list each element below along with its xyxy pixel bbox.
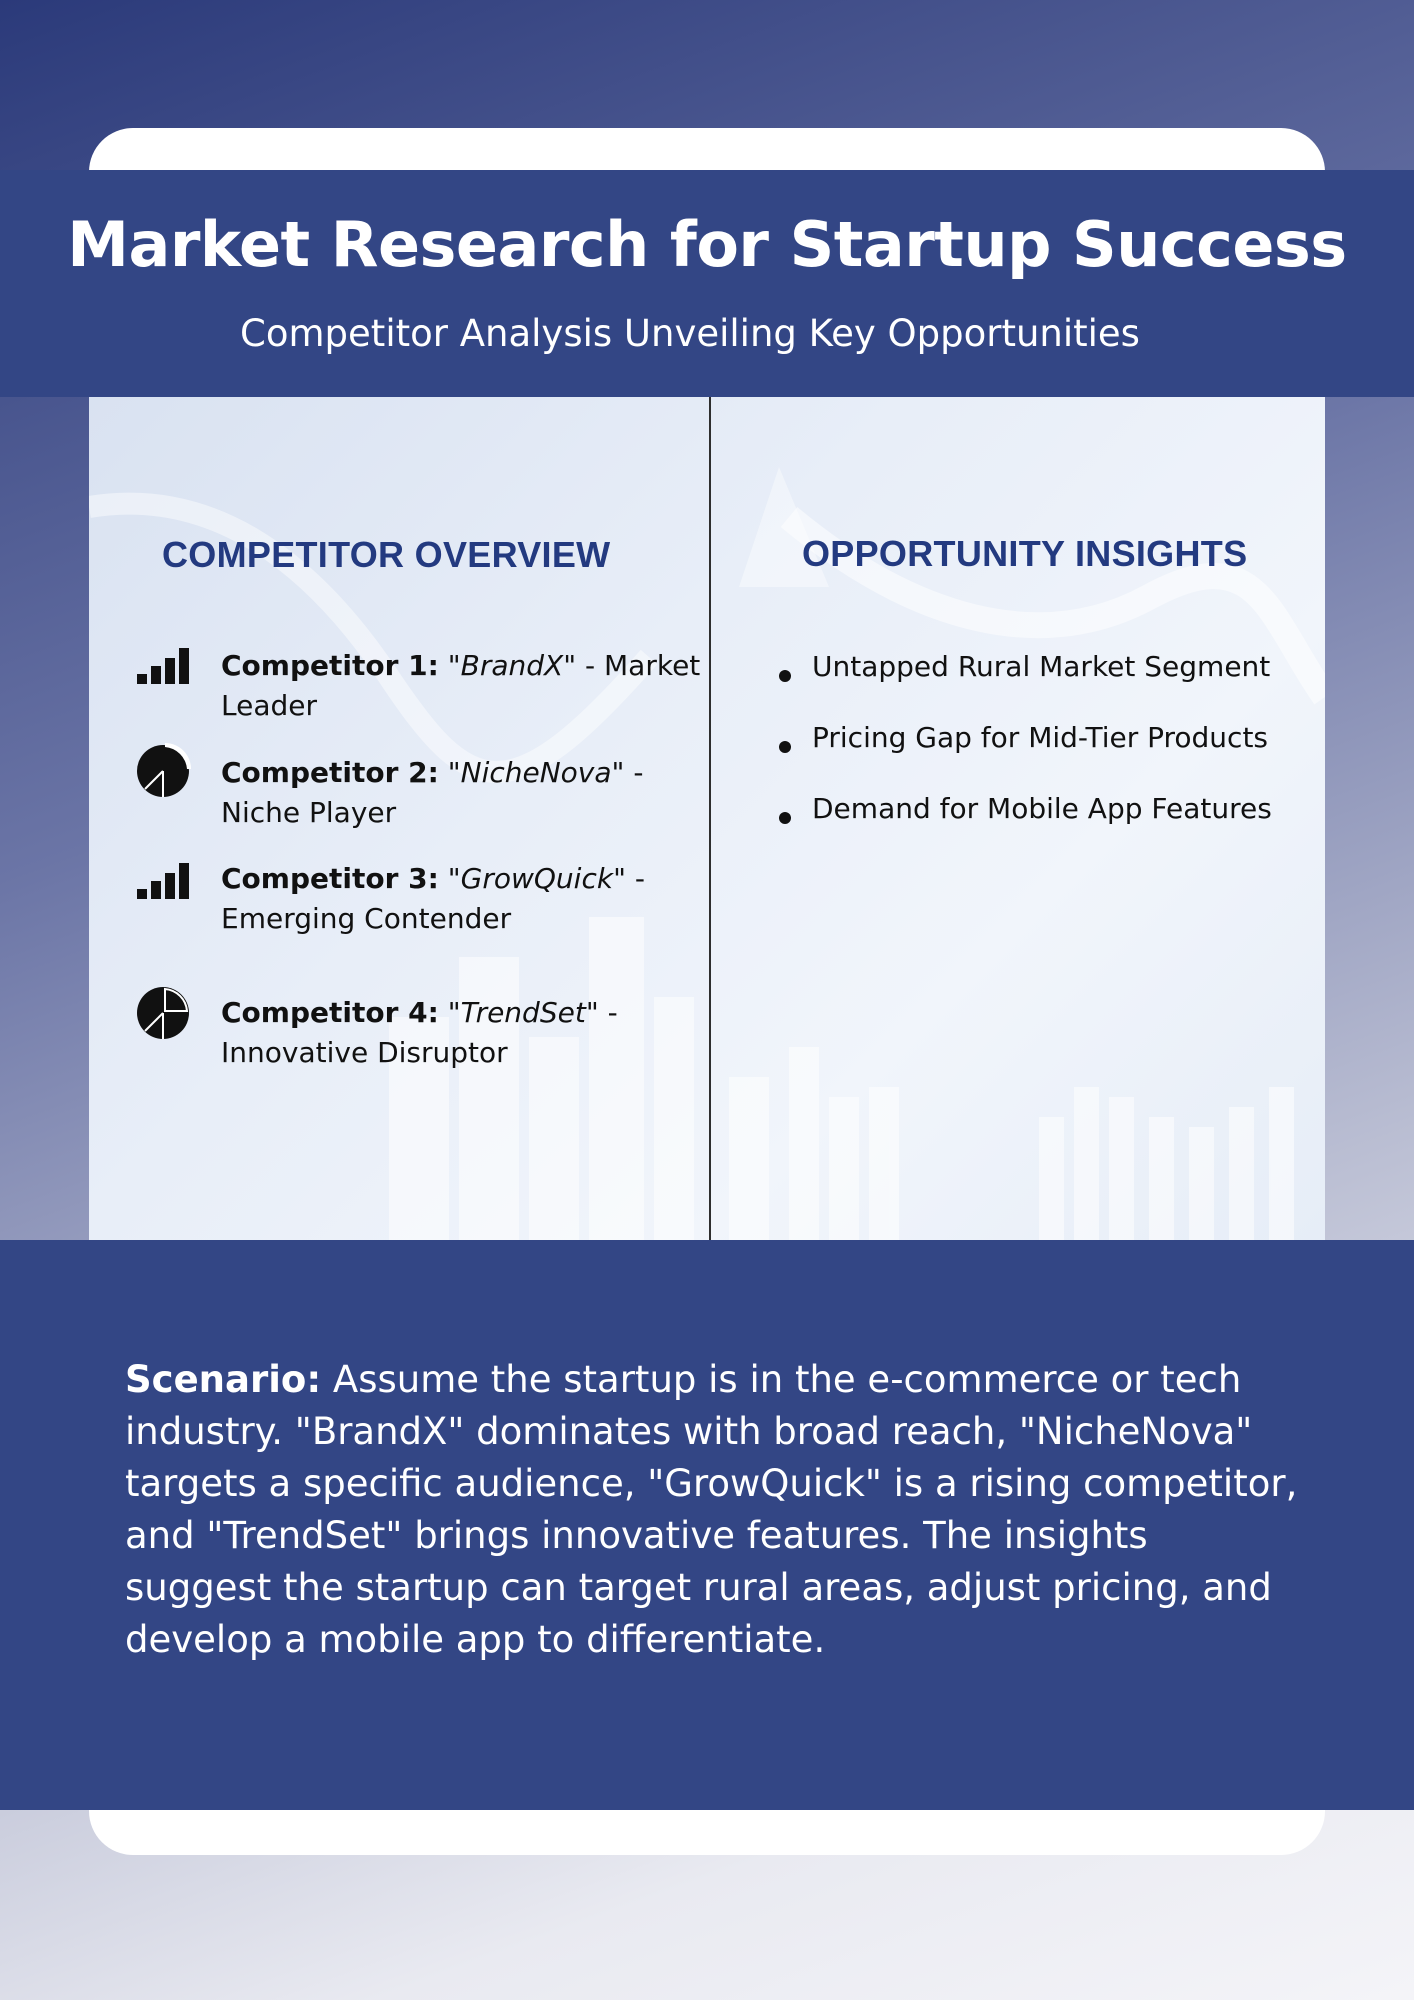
competitor-label: Competitor 1: (221, 649, 439, 682)
competitor-item (221, 753, 701, 833)
quote-mark: " (447, 649, 461, 682)
scenario-label: Scenario: (125, 1358, 322, 1401)
scenario-paragraph (125, 1354, 1305, 1666)
competitor-overview-heading: COMPETITOR OVERVIEW (162, 534, 611, 575)
competitor-name: GrowQuick (460, 862, 614, 895)
insight-item: Demand for Mobile App Features (812, 792, 1272, 825)
quote-mark: " (447, 756, 461, 789)
competitor-name: BrandX (460, 649, 564, 682)
competitor-item (221, 993, 701, 1073)
pie-chart-icon (135, 743, 191, 799)
competitor-description: " - Emerging Contender (221, 862, 645, 935)
bullet-icon (779, 741, 791, 753)
quote-mark: " (447, 996, 461, 1029)
competitor-description: " - Niche Player (221, 756, 644, 829)
insight-item: Untapped Rural Market Segment (812, 650, 1271, 683)
page-subtitle: Competitor Analysis Unveiling Key Opportunities (240, 312, 1140, 355)
quote-mark: " (447, 862, 461, 895)
competitor-label: Competitor 2: (221, 756, 439, 789)
bar-chart-icon (135, 855, 191, 911)
competitor-description: " - Market Leader (221, 649, 701, 722)
competitor-description: " - Innovative Disruptor (221, 996, 618, 1069)
competitor-item (221, 646, 701, 726)
bar-chart-icon (135, 640, 191, 696)
competitor-name: NicheNova (460, 756, 612, 789)
bullet-icon (779, 670, 791, 682)
opportunity-insights-heading: OPPORTUNITY INSIGHTS (802, 533, 1248, 574)
analysis-panel (89, 397, 1325, 1240)
pie-chart-icon (135, 985, 191, 1041)
column-divider (709, 397, 711, 1240)
competitor-label: Competitor 4: (221, 996, 439, 1029)
page-title: Market Research for Startup Success (67, 208, 1347, 281)
competitor-item (221, 859, 701, 939)
bullet-icon (779, 812, 791, 824)
competitor-name: TrendSet (460, 996, 586, 1029)
header-band (0, 170, 1414, 397)
competitor-label: Competitor 3: (221, 862, 439, 895)
scenario-text: Assume the startup is in the e-commerce or tech industry. "BrandX" dominates with broad reach, "NicheNova" targets a specific audience, "GrowQuick" is a rising competitor, and "TrendSet" brings innovative features. The insights suggest the startup can target rural areas, adjust pricing, and develop a mobile app to differentiate. (125, 1358, 1298, 1661)
insight-item: Pricing Gap for Mid-Tier Products (812, 721, 1269, 754)
